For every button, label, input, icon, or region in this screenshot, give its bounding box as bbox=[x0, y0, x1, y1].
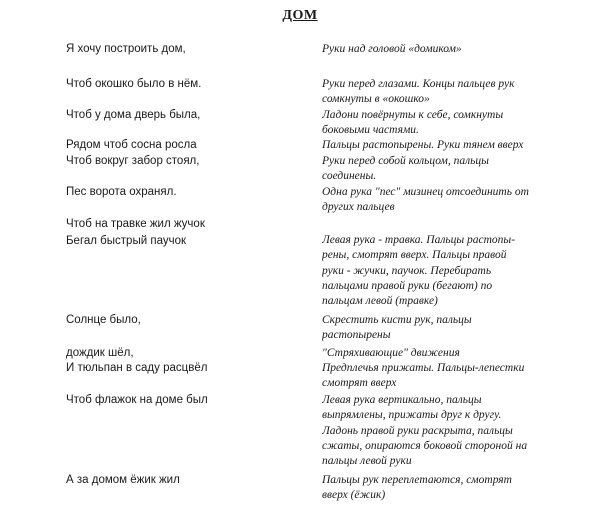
gesture-instruction-line: сжаты, опираются боковой стороной на bbox=[322, 439, 528, 452]
gesture-instruction-line: Предплечья прижаты. Пальцы-лепестки bbox=[322, 362, 525, 374]
verse-stanza bbox=[66, 217, 306, 232]
gesture-instruction-line: боковыми частями. bbox=[322, 124, 419, 137]
verse-stanza bbox=[66, 361, 306, 376]
verse-stanza bbox=[66, 185, 306, 200]
gesture-instruction-line: руки - жучки, паучок. Перебирать bbox=[322, 264, 492, 277]
gesture-instruction-line: Руки перед глазами. Концы пальцев рук bbox=[322, 78, 515, 90]
gesture-instruction-line: соединены. bbox=[322, 170, 377, 183]
verse-stanza bbox=[66, 42, 306, 57]
verse-stanza bbox=[66, 313, 306, 328]
verse-stanza bbox=[66, 138, 306, 153]
gesture-instruction-line: вверх (ёжик) bbox=[322, 489, 386, 502]
verse-stanza-line: Я хочу построить дом, bbox=[66, 43, 186, 55]
verse-stanza-line: Чтоб у дома дверь была, bbox=[66, 109, 201, 121]
gesture-instruction-line: выпрямлены, прижаты друг к другу. bbox=[322, 409, 502, 422]
gesture-instruction bbox=[322, 77, 584, 108]
verse-stanza-line: Чтоб вокруг забор стоял, bbox=[66, 155, 200, 167]
gesture-instruction-line: Ладони повёрнуты к себе, сомкнуты bbox=[322, 109, 504, 121]
gesture-instruction-line: смотрят вверх bbox=[322, 377, 397, 390]
verse-stanza-line: И тюльпан в саду расцвёл bbox=[66, 362, 208, 374]
gesture-instruction bbox=[322, 233, 584, 309]
gesture-instruction bbox=[322, 154, 584, 185]
verse-stanza bbox=[66, 234, 306, 249]
gesture-instruction-line: "Стряхивающие" движения bbox=[322, 347, 460, 359]
verse-stanza-line: Солнце было, bbox=[66, 314, 141, 326]
gesture-instruction bbox=[322, 361, 584, 392]
gesture-instruction bbox=[322, 185, 584, 216]
verse-stanza bbox=[66, 77, 306, 92]
gesture-instruction bbox=[322, 473, 584, 504]
gesture-instruction-line: Пальцы растопырены. Руки тянем вверх bbox=[322, 139, 524, 151]
gesture-instruction-line: Одна рука "пес" мизинец отсоединить от bbox=[322, 186, 529, 198]
gesture-instruction bbox=[322, 346, 584, 361]
gesture-instruction-line: рены, смотрят вверх. Пальцы правой bbox=[322, 249, 507, 262]
verse-stanza-line: Чтоб флажок на доме был bbox=[66, 394, 208, 406]
gesture-instruction-line: Руки перед собой кольцом, пальцы bbox=[322, 155, 489, 167]
verse-stanza-line: Чтоб окошко было в нём. bbox=[66, 78, 202, 90]
gesture-instruction-line: сомкнуты в «окошко» bbox=[322, 93, 430, 106]
gesture-instruction-line: пальцы левой руки bbox=[322, 455, 412, 468]
gesture-instruction bbox=[322, 313, 584, 344]
gesture-instruction bbox=[322, 108, 584, 139]
verse-stanza bbox=[66, 393, 306, 408]
verse-stanza-line: Бегал быстрый паучок bbox=[66, 235, 186, 247]
gesture-instruction bbox=[322, 42, 584, 57]
gesture-instruction-line: Скрестить кисти рук, пальцы bbox=[322, 314, 472, 326]
gesture-instruction-line: Левая рука вертикально, пальцы bbox=[322, 394, 482, 406]
verse-stanza bbox=[66, 154, 306, 169]
verse-stanza-line: Рядом чтоб сосна росла bbox=[66, 139, 197, 151]
verse-stanza bbox=[66, 473, 306, 488]
verse-stanza-line: дождик шёл, bbox=[66, 347, 134, 359]
gesture-instruction-line: Ладонь правой руки раскрыта, пальцы bbox=[322, 424, 513, 437]
verse-stanza bbox=[66, 346, 306, 361]
gesture-instruction-line: Пальцы рук переплетаются, смотрят bbox=[322, 474, 512, 486]
page-title: ДОМ bbox=[282, 8, 318, 23]
gesture-instruction-line: пальцам левой (травке) bbox=[322, 295, 438, 308]
gesture-instruction bbox=[322, 138, 584, 153]
verse-stanza-line: Чтоб на травке жил жучок bbox=[66, 218, 205, 230]
gesture-instruction-line: растопырены bbox=[322, 329, 391, 342]
gesture-instruction-line: Левая рука - травка. Пальцы растопы- bbox=[322, 234, 516, 246]
gesture-instruction bbox=[322, 393, 584, 469]
gesture-instruction-line: Руки над головой «домиком» bbox=[322, 43, 462, 55]
gesture-instruction-line: других пальцев bbox=[322, 201, 395, 214]
gesture-instruction-line: пальцами правой руки (бегают) по bbox=[322, 279, 493, 292]
verse-stanza-line: Пес ворота охранял. bbox=[66, 186, 177, 198]
verse-stanza-line: А за домом ёжик жил bbox=[66, 474, 180, 486]
verse-stanza bbox=[66, 108, 306, 123]
